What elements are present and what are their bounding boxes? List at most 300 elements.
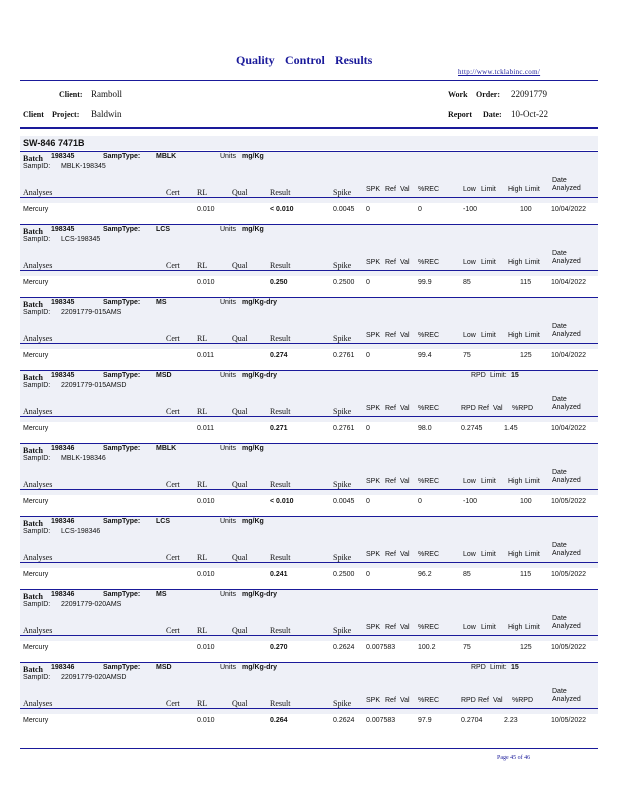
result-value: 0.270 [270, 644, 288, 651]
spike-header: Spike [333, 188, 352, 197]
lab-url-link[interactable]: http://www.tcklabinc.com/ [458, 68, 541, 76]
limit-low-value: 0.2745 [461, 425, 483, 432]
footer-divider [20, 748, 598, 749]
high-header: High [508, 551, 523, 558]
date-header: Date [552, 615, 567, 622]
spk-ref-value: 0.007583 [366, 717, 396, 724]
spike-value: 0.0045 [333, 498, 355, 505]
high-limit-header: Limit [525, 259, 540, 266]
project-value: Baldwin [91, 109, 122, 119]
samptype-label: SampType: [103, 372, 141, 379]
limit-high-value: 1.45 [504, 425, 518, 432]
qual-header: Qual [232, 553, 248, 562]
rec-header: %REC [418, 405, 440, 412]
spk-ref-value: 0 [366, 206, 370, 213]
sampid-value: LCS-198346 [61, 528, 101, 535]
title-control: Control [285, 53, 325, 67]
spike-header: Spike [333, 334, 352, 343]
rec-value: 99.9 [418, 279, 432, 286]
samptype-label: SampType: [103, 664, 141, 671]
spk-header: SPK [366, 624, 381, 631]
rpd-ref-header: Ref [478, 405, 489, 412]
block-top-line [20, 151, 598, 152]
block-top-line [20, 589, 598, 590]
rpd-header-label: RPD [471, 372, 486, 379]
qc-block-2 [20, 224, 598, 290]
result-header: Result [270, 699, 291, 708]
spike-value: 0.2624 [333, 644, 355, 651]
ref-header: Ref [385, 332, 396, 339]
rl-value: 0.010 [197, 498, 215, 505]
units-value: mg/Kg [242, 153, 264, 160]
rec-header: %REC [418, 332, 440, 339]
spike-header: Spike [333, 626, 352, 635]
low-header: Low [463, 332, 476, 339]
batch-label: Batch [23, 154, 43, 163]
rl-header: RL [197, 626, 208, 635]
batch-value: 198345 [51, 226, 75, 233]
analyses-header: Analyses [23, 407, 53, 416]
batch-value: 198345 [51, 372, 75, 379]
limit-low-value: -100 [463, 206, 478, 213]
batch-value: 198346 [51, 591, 75, 598]
batch-label: Batch [23, 592, 43, 601]
analyzed-header: Analyzed [552, 623, 581, 630]
analyte-name: Mercury [23, 717, 49, 724]
rl-value: 0.010 [197, 206, 215, 213]
rl-header: RL [197, 480, 208, 489]
units-label: Units [220, 445, 236, 452]
analyses-header: Analyses [23, 480, 53, 489]
spike-header: Spike [333, 699, 352, 708]
block-top-line [20, 370, 598, 371]
limit-high-value: 125 [520, 352, 532, 359]
spk-ref-value: 0 [366, 352, 370, 359]
result-header: Result [270, 480, 291, 489]
header-divider [20, 80, 598, 81]
low-limit-header: Limit [481, 259, 496, 266]
units-value: mg/Kg [242, 445, 264, 452]
date-header: Date [552, 688, 567, 695]
qc-block-7 [20, 589, 598, 655]
rl-header: RL [197, 553, 208, 562]
batch-value: 198345 [51, 299, 75, 306]
rpd-col-header: RPD [461, 697, 476, 704]
spk-ref-value: 0 [366, 498, 370, 505]
analyzed-date-value: 10/04/2022 [551, 206, 587, 213]
analyzed-date-value: 10/05/2022 [551, 498, 587, 505]
limit-low-value: 75 [463, 352, 471, 359]
spk-header: SPK [366, 259, 381, 266]
limit-low-value: 0.2704 [461, 717, 483, 724]
spk-header: SPK [366, 697, 381, 704]
analyzed-date-value: 10/05/2022 [551, 717, 587, 724]
batch-label: Batch [23, 446, 43, 455]
rl-header: RL [197, 188, 208, 197]
rl-header: RL [197, 261, 208, 270]
analyzed-header: Analyzed [552, 258, 581, 265]
analyses-header: Analyses [23, 261, 53, 270]
rl-header: RL [197, 699, 208, 708]
cert-header: Cert [166, 626, 180, 635]
analyses-header: Analyses [23, 188, 53, 197]
high-header: High [508, 332, 523, 339]
ref-header: Ref [385, 259, 396, 266]
rl-value: 0.010 [197, 717, 215, 724]
val-header: Val [400, 551, 410, 558]
rec-value: 0 [418, 498, 422, 505]
column-header-line [20, 635, 598, 636]
qual-header: Qual [232, 261, 248, 270]
rec-header: %REC [418, 624, 440, 631]
limit-low-value: 85 [463, 279, 471, 286]
low-header: Low [463, 551, 476, 558]
sampid-label: SampID: [23, 236, 51, 243]
column-header-line [20, 416, 598, 417]
spk-header: SPK [366, 551, 381, 558]
cert-header: Cert [166, 480, 180, 489]
column-header-line [20, 197, 598, 198]
rec-value: 97.9 [418, 717, 432, 724]
rpd-limit-label: Limit: [490, 372, 507, 379]
analyte-name: Mercury [23, 279, 49, 286]
samptype-value: MSD [156, 664, 172, 671]
sampid-label: SampID: [23, 309, 51, 316]
rec-header: %REC [418, 186, 440, 193]
sampid-value: 22091779-015AMSD [61, 382, 127, 389]
batch-value: 198346 [51, 518, 75, 525]
val-header: Val [400, 259, 410, 266]
spike-header: Spike [333, 553, 352, 562]
samptype-label: SampType: [103, 518, 141, 525]
samptype-label: SampType: [103, 153, 141, 160]
high-header: High [508, 259, 523, 266]
sampid-value: MBLK-198346 [61, 455, 106, 462]
analyzed-header: Analyzed [552, 331, 581, 338]
report-date-value: 10-Oct-22 [511, 109, 548, 119]
rec-header: %REC [418, 551, 440, 558]
sampid-value: 22091779-020AMS [61, 601, 122, 608]
date-header: Date [552, 177, 567, 184]
units-value: mg/Kg-dry [242, 591, 277, 598]
cert-header: Cert [166, 188, 180, 197]
batch-label: Batch [23, 227, 43, 236]
limit-high-value: 125 [520, 644, 532, 651]
spk-header: SPK [366, 332, 381, 339]
qual-header: Qual [232, 407, 248, 416]
client-project-label-2: Project: [52, 110, 80, 119]
sampid-label: SampID: [23, 528, 51, 535]
pct-rpd-header: %RPD [512, 405, 534, 412]
analyzed-header: Analyzed [552, 550, 581, 557]
low-header: Low [463, 624, 476, 631]
units-value: mg/Kg-dry [242, 664, 277, 671]
analyzed-header: Analyzed [552, 696, 581, 703]
result-value: 0.241 [270, 571, 288, 578]
sampid-label: SampID: [23, 674, 51, 681]
spk-ref-value: 0 [366, 571, 370, 578]
spike-value: 0.0045 [333, 206, 355, 213]
low-limit-header: Limit [481, 551, 496, 558]
val-header: Val [400, 186, 410, 193]
column-header-line [20, 343, 598, 344]
rec-value: 98.0 [418, 425, 432, 432]
result-value: < 0.010 [270, 498, 294, 505]
high-limit-header: Limit [525, 332, 540, 339]
limit-high-value: 2.23 [504, 717, 518, 724]
date-header: Date [552, 396, 567, 403]
low-header: Low [463, 259, 476, 266]
units-label: Units [220, 591, 236, 598]
rl-value: 0.010 [197, 571, 215, 578]
batch-label: Batch [23, 665, 43, 674]
qual-header: Qual [232, 699, 248, 708]
rec-header: %REC [418, 697, 440, 704]
rpd-val-header: Val [493, 405, 503, 412]
spike-value: 0.2761 [333, 425, 355, 432]
val-header: Val [400, 697, 410, 704]
method-band [20, 136, 598, 150]
analyses-header: Analyses [23, 334, 53, 343]
samptype-label: SampType: [103, 445, 141, 452]
qc-block-8 [20, 662, 598, 728]
spike-value: 0.2761 [333, 352, 355, 359]
val-header: Val [400, 624, 410, 631]
low-header: Low [463, 478, 476, 485]
rpd-val-header: Val [493, 697, 503, 704]
limit-low-value: -100 [463, 498, 478, 505]
rec-value: 99.4 [418, 352, 432, 359]
result-header: Result [270, 188, 291, 197]
spike-header: Spike [333, 407, 352, 416]
val-header: Val [400, 332, 410, 339]
block-top-line [20, 297, 598, 298]
batch-value: 198345 [51, 153, 75, 160]
batch-value: 198346 [51, 664, 75, 671]
qc-block-4 [20, 370, 598, 436]
column-header-line [20, 562, 598, 563]
work-label: Work [448, 90, 468, 99]
samptype-value: LCS [156, 226, 170, 233]
batch-label: Batch [23, 373, 43, 382]
batch-value: 198346 [51, 445, 75, 452]
rec-header: %REC [418, 478, 440, 485]
sampid-label: SampID: [23, 163, 51, 170]
qc-block-3 [20, 297, 598, 363]
analyzed-header: Analyzed [552, 404, 581, 411]
analyzed-date-value: 10/04/2022 [551, 279, 587, 286]
samptype-value: LCS [156, 518, 170, 525]
rl-value: 0.011 [197, 425, 214, 432]
units-label: Units [220, 518, 236, 525]
cert-header: Cert [166, 407, 180, 416]
result-header: Result [270, 261, 291, 270]
client-divider [20, 127, 598, 129]
spk-header: SPK [366, 405, 381, 412]
rpd-header-label: RPD [471, 664, 486, 671]
rec-header: %REC [418, 259, 440, 266]
result-value: < 0.010 [270, 206, 294, 213]
qual-header: Qual [232, 480, 248, 489]
block-top-line [20, 662, 598, 663]
spk-header: SPK [366, 478, 381, 485]
limit-high-value: 100 [520, 498, 532, 505]
cert-header: Cert [166, 261, 180, 270]
sampid-value: 22091779-020AMSD [61, 674, 127, 681]
result-value: 0.274 [270, 352, 288, 359]
date-header: Date [552, 250, 567, 257]
result-value: 0.271 [270, 425, 288, 432]
units-value: mg/Kg-dry [242, 299, 277, 306]
high-header: High [508, 478, 523, 485]
high-limit-header: Limit [525, 186, 540, 193]
title-results: Results [335, 53, 373, 67]
client-label: Client: [59, 90, 83, 99]
samptype-value: MSD [156, 372, 172, 379]
page-number: Page 45 of 46 [497, 755, 531, 761]
qual-header: Qual [232, 334, 248, 343]
batch-label: Batch [23, 300, 43, 309]
qc-block-5 [20, 443, 598, 509]
result-value: 0.264 [270, 717, 288, 724]
units-label: Units [220, 153, 236, 160]
spk-ref-value: 0.007583 [366, 644, 396, 651]
limit-low-value: 85 [463, 571, 471, 578]
analyzed-date-value: 10/04/2022 [551, 352, 587, 359]
cert-header: Cert [166, 553, 180, 562]
rpd-ref-header: Ref [478, 697, 489, 704]
high-header: High [508, 624, 523, 631]
analyzed-date-value: 10/05/2022 [551, 644, 587, 651]
units-label: Units [220, 226, 236, 233]
spk-header: SPK [366, 186, 381, 193]
client-value: Ramboll [91, 89, 122, 99]
rl-header: RL [197, 334, 208, 343]
limit-high-value: 100 [520, 206, 532, 213]
sampid-label: SampID: [23, 382, 51, 389]
block-top-line [20, 224, 598, 225]
high-header: High [508, 186, 523, 193]
date-header: Date [552, 323, 567, 330]
rec-value: 96.2 [418, 571, 432, 578]
units-label: Units [220, 664, 236, 671]
low-header: Low [463, 186, 476, 193]
high-limit-header: Limit [525, 478, 540, 485]
rpd-limit-value: 15 [511, 372, 519, 379]
sampid-value: 22091779-015AMS [61, 309, 122, 316]
spike-value: 0.2500 [333, 571, 355, 578]
spk-ref-value: 0 [366, 425, 370, 432]
column-header-line [20, 708, 598, 709]
column-header-line [20, 270, 598, 271]
analyses-header: Analyses [23, 553, 53, 562]
sampid-label: SampID: [23, 455, 51, 462]
limit-low-value: 75 [463, 644, 471, 651]
val-header: Val [400, 478, 410, 485]
result-header: Result [270, 407, 291, 416]
limit-high-value: 115 [520, 571, 532, 578]
block-top-line [20, 443, 598, 444]
cert-header: Cert [166, 334, 180, 343]
rec-value: 0 [418, 206, 422, 213]
analyzed-date-value: 10/05/2022 [551, 571, 587, 578]
result-header: Result [270, 626, 291, 635]
analyzed-header: Analyzed [552, 477, 581, 484]
result-header: Result [270, 553, 291, 562]
qc-block-1 [20, 151, 598, 217]
analyses-header: Analyses [23, 699, 53, 708]
limit-high-value: 115 [520, 279, 532, 286]
samptype-label: SampType: [103, 591, 141, 598]
pct-rpd-header: %RPD [512, 697, 534, 704]
client-project-label-1: Client [23, 110, 44, 119]
ref-header: Ref [385, 697, 396, 704]
spk-ref-value: 0 [366, 279, 370, 286]
high-limit-header: Limit [525, 551, 540, 558]
column-header-line [20, 489, 598, 490]
analyte-name: Mercury [23, 571, 49, 578]
val-header: Val [400, 405, 410, 412]
date-label: Date: [483, 110, 502, 119]
analyzed-header: Analyzed [552, 185, 581, 192]
spike-value: 0.2500 [333, 279, 355, 286]
low-limit-header: Limit [481, 624, 496, 631]
units-value: mg/Kg-dry [242, 372, 277, 379]
high-limit-header: Limit [525, 624, 540, 631]
order-label: Order: [476, 90, 500, 99]
samptype-value: MBLK [156, 445, 177, 452]
sampid-label: SampID: [23, 601, 51, 608]
report-label: Report [448, 110, 472, 119]
rl-value: 0.010 [197, 644, 215, 651]
rl-value: 0.010 [197, 279, 215, 286]
rpd-limit-label: Limit: [490, 664, 507, 671]
low-limit-header: Limit [481, 478, 496, 485]
spike-header: Spike [333, 480, 352, 489]
units-value: mg/Kg [242, 226, 264, 233]
ref-header: Ref [385, 551, 396, 558]
ref-header: Ref [385, 405, 396, 412]
analyte-name: Mercury [23, 644, 49, 651]
analyte-name: Mercury [23, 352, 49, 359]
title-quality: Quality [236, 53, 275, 67]
sampid-value: LCS-198345 [61, 236, 101, 243]
low-limit-header: Limit [481, 186, 496, 193]
units-label: Units [220, 372, 236, 379]
spike-header: Spike [333, 261, 352, 270]
samptype-value: MBLK [156, 153, 177, 160]
batch-label: Batch [23, 519, 43, 528]
method-number: 7471B [58, 138, 85, 148]
rl-header: RL [197, 407, 208, 416]
order-value: 22091779 [511, 89, 547, 99]
qual-header: Qual [232, 188, 248, 197]
ref-header: Ref [385, 186, 396, 193]
samptype-value: MS [156, 591, 167, 598]
result-header: Result [270, 334, 291, 343]
spike-value: 0.2624 [333, 717, 355, 724]
samptype-label: SampType: [103, 226, 141, 233]
rpd-limit-value: 15 [511, 664, 519, 671]
samptype-label: SampType: [103, 299, 141, 306]
analyte-name: Mercury [23, 425, 49, 432]
units-label: Units [220, 299, 236, 306]
qual-header: Qual [232, 626, 248, 635]
date-header: Date [552, 542, 567, 549]
block-top-line [20, 516, 598, 517]
result-value: 0.250 [270, 279, 288, 286]
method-code: SW-846 [23, 138, 56, 148]
